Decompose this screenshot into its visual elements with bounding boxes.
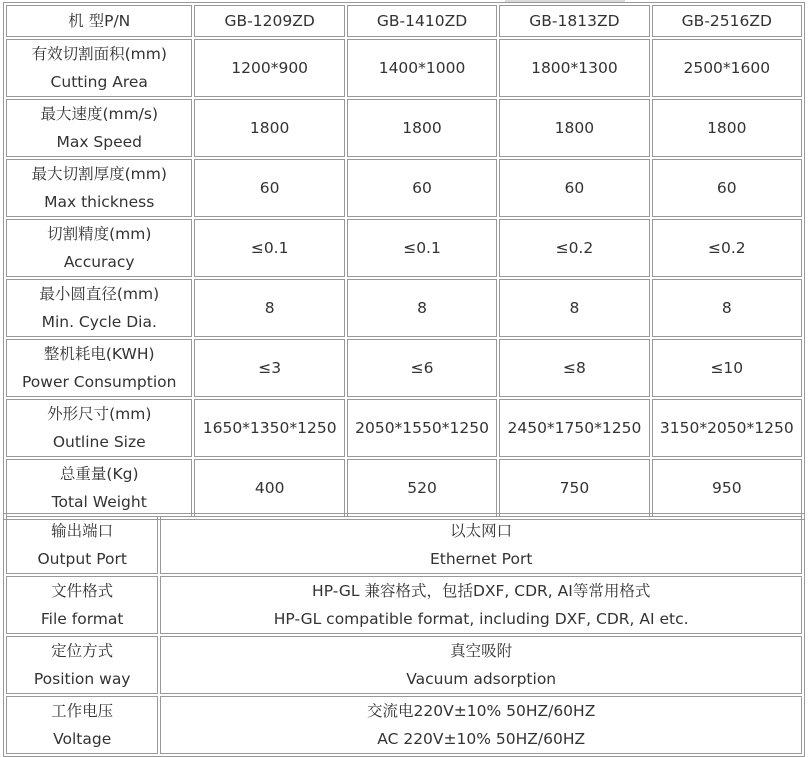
row-label-cn: 最大切割厚度(mm) [31,165,167,183]
table-row [6,399,802,457]
table-row [6,279,802,337]
row-value-en: HP-GL compatible format, including DXF, CDR, AI etc. [273,610,689,628]
table-cell: 2050*1550*1250 [347,399,497,457]
row-label-en: Cutting Area [50,73,148,91]
table-cell: 1800*1300 [499,39,649,97]
row-label-cn: 整机耗电(KWH) [43,345,155,363]
row-label-en: Position way [33,670,131,688]
row-label-cn: 工作电压 [51,702,114,720]
row-label [6,399,192,457]
table-cell: 1400*1000 [347,39,497,97]
row-label [6,219,192,277]
row-label-en: Outline Size [52,433,146,451]
header-model-1813: GB-1813ZD [499,5,649,37]
row-label [6,636,158,694]
table-cell: 60 [499,159,649,217]
row-value-en: AC 220V±10% 50HZ/60HZ [377,730,586,748]
row-label-cn: 定位方式 [51,642,114,660]
row-value-cn: HP-GL 兼容格式，包括DXF, CDR, AI等常用格式 [312,582,651,600]
table-cell: 1800 [499,99,649,157]
table-row [6,636,802,694]
feature-table [3,513,805,757]
row-label [6,339,192,397]
row-label [6,279,192,337]
table-cell: 3150*2050*1250 [652,399,802,457]
row-value [160,636,802,694]
row-label [6,159,192,217]
table-cell: 8 [499,279,649,337]
row-label-en: Total Weight [51,493,147,511]
table-row [6,576,802,634]
table-cell: ≤6 [347,339,497,397]
row-value-cn: 交流电220V±10% 50HZ/60HZ [367,702,596,720]
table-row [6,516,802,574]
table-row [6,99,802,157]
row-value-cn: 真空吸附 [450,642,513,660]
table-cell: 1800 [652,99,802,157]
row-label-cn: 外形尺寸(mm) [47,405,152,423]
table-cell: 60 [194,159,344,217]
table-cell: 950 [652,459,802,517]
row-label-en: Output Port [37,550,127,568]
row-label-en: Max thickness [44,193,155,211]
table-cell: 1650*1350*1250 [194,399,344,457]
header-model-2516: GB-2516ZD [652,5,802,37]
row-label-en: Min. Cycle Dia. [41,313,157,331]
table-cell: 750 [499,459,649,517]
table-row [6,159,802,217]
table-header-row [6,5,802,37]
spec-table [3,2,805,520]
row-label-en: Max Speed [56,133,143,151]
row-label-en: File format [40,610,124,628]
row-label-cn: 文件格式 [51,582,114,600]
row-value-en: Ethernet Port [429,550,533,568]
row-label [6,99,192,157]
row-label-cn: 输出端口 [51,522,114,540]
row-label [6,576,158,634]
row-label-cn: 最大速度(mm/s) [40,105,159,123]
table-row [6,696,802,754]
row-label [6,516,158,574]
table-cell: ≤10 [652,339,802,397]
header-model-label: 机 型P/N [6,5,192,37]
table-row [6,339,802,397]
header-model-1209: GB-1209ZD [194,5,344,37]
table-cell: 1200*900 [194,39,344,97]
table-cell: ≤0.1 [347,219,497,277]
row-value [160,516,802,574]
row-value-en: Vacuum adsorption [406,670,557,688]
table-cell: ≤0.2 [652,219,802,277]
table-cell: 1800 [194,99,344,157]
table-cell: 8 [347,279,497,337]
table-cell: ≤3 [194,339,344,397]
table-cell: ≤0.2 [499,219,649,277]
row-label [6,696,158,754]
row-label-cn: 总重量(Kg) [59,465,139,483]
table-cell: 8 [652,279,802,337]
row-value [160,696,802,754]
row-label-en: Accuracy [63,253,135,271]
table-cell: 2500*1600 [652,39,802,97]
header-model-1410: GB-1410ZD [347,5,497,37]
table-cell: 400 [194,459,344,517]
table-cell: ≤8 [499,339,649,397]
row-label-cn: 有效切割面积(mm) [31,45,167,63]
row-label-en: Power Consumption [22,373,177,391]
row-label-en: Voltage [53,730,112,748]
table-row [6,219,802,277]
table-cell: 2450*1750*1250 [499,399,649,457]
row-value-cn: 以太网口 [450,522,513,540]
table-cell: 60 [652,159,802,217]
table-row [6,39,802,97]
table-cell: 1800 [347,99,497,157]
row-label [6,459,192,517]
row-label-cn: 最小圆直径(mm) [39,285,160,303]
table-cell: 60 [347,159,497,217]
row-label-cn: 切割精度(mm) [47,225,152,243]
table-cell: 8 [194,279,344,337]
table-cell: 520 [347,459,497,517]
row-label [6,39,192,97]
row-value [160,576,802,634]
table-cell: ≤0.1 [194,219,344,277]
table-row [6,459,802,517]
